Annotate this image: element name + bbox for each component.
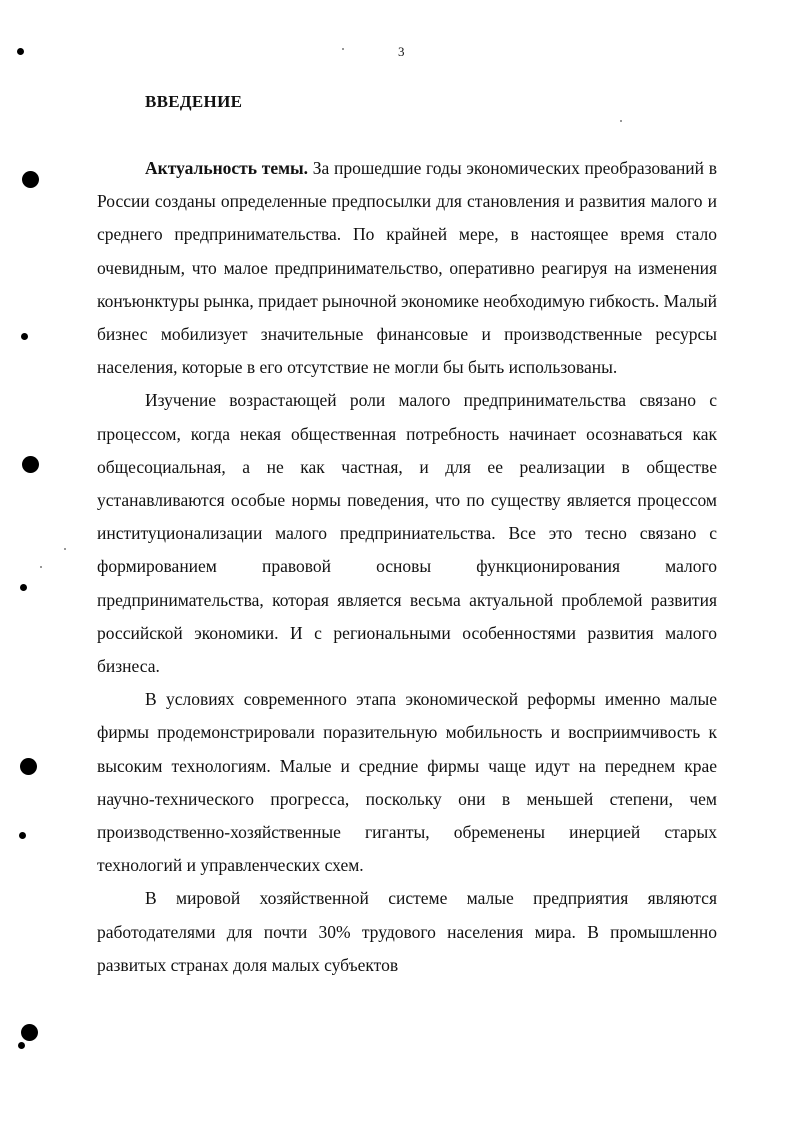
punch-hole-mark [20, 584, 27, 591]
scan-speck [64, 548, 66, 550]
paragraph: Изучение возрастающей роли малого предпринимательства связано с процессом, когда некая общественная потребность начинает осознаваться как общесоциальная, а не как частная, и для ее реализации в обществе устанавливаются особые нормы поведения, что по существу является процессом институционализации малого предприниательства. Все это тесно связано с формированием правовой основы функционирования малого предпринимательства, которая является весьма актуальной проблемой развития российской экономики. И с региональными особенностями развития малого бизнеса. [97, 390, 717, 677]
body-text [97, 152, 717, 982]
scan-speck [342, 48, 344, 50]
paragraph: В мировой хозяйственной системе малые предприятия являются работодателями для почти 30% трудового населения мира. В промышленно развитых странах доля малых субъектов [97, 888, 717, 975]
page-number: 3 [398, 44, 405, 59]
scan-speck [40, 566, 42, 568]
paragraph-relevance [97, 152, 717, 384]
punch-hole-mark [18, 1042, 25, 1049]
punch-hole-mark [20, 758, 37, 775]
punch-hole-mark [19, 832, 26, 839]
paragraph-text: За прошедшие годы экономических преобразований в России созданы определенные предпосылки для становления и развития малого и среднего предпринимательства. По крайней мере, в настоящее время стало очевидным, что малое предпринимательство, оперативно реагируя на изменения конъюнктуры рынка, придает рыночной экономике необходимую гибкость. Малый бизнес мобилизует значительные финансовые и производственные ресурсы населения, которые в его отсутствие не могли бы быть использованы. [97, 158, 717, 378]
section-heading: ВВЕДЕНИЕ [145, 92, 243, 111]
relevance-label: Актуальность темы. [145, 158, 309, 178]
punch-hole-mark [21, 1024, 38, 1041]
punch-hole-mark [22, 456, 39, 473]
punch-hole-mark [21, 333, 28, 340]
punch-hole-mark [17, 48, 24, 55]
paragraph: В условиях современного этапа экономической реформы именно малые фирмы продемонстрировали поразительную мобильность и восприимчивость к высоким технологиям. Малые и средние фирмы чаще идут на переднем крае научно-технического прогресса, поскольку они в меньшей степени, чем производственно-хозяйственные гиганты, обременены инерцией старых технологий и управленческих схем. [97, 689, 717, 876]
scan-speck [620, 120, 622, 122]
punch-hole-mark [22, 171, 39, 188]
